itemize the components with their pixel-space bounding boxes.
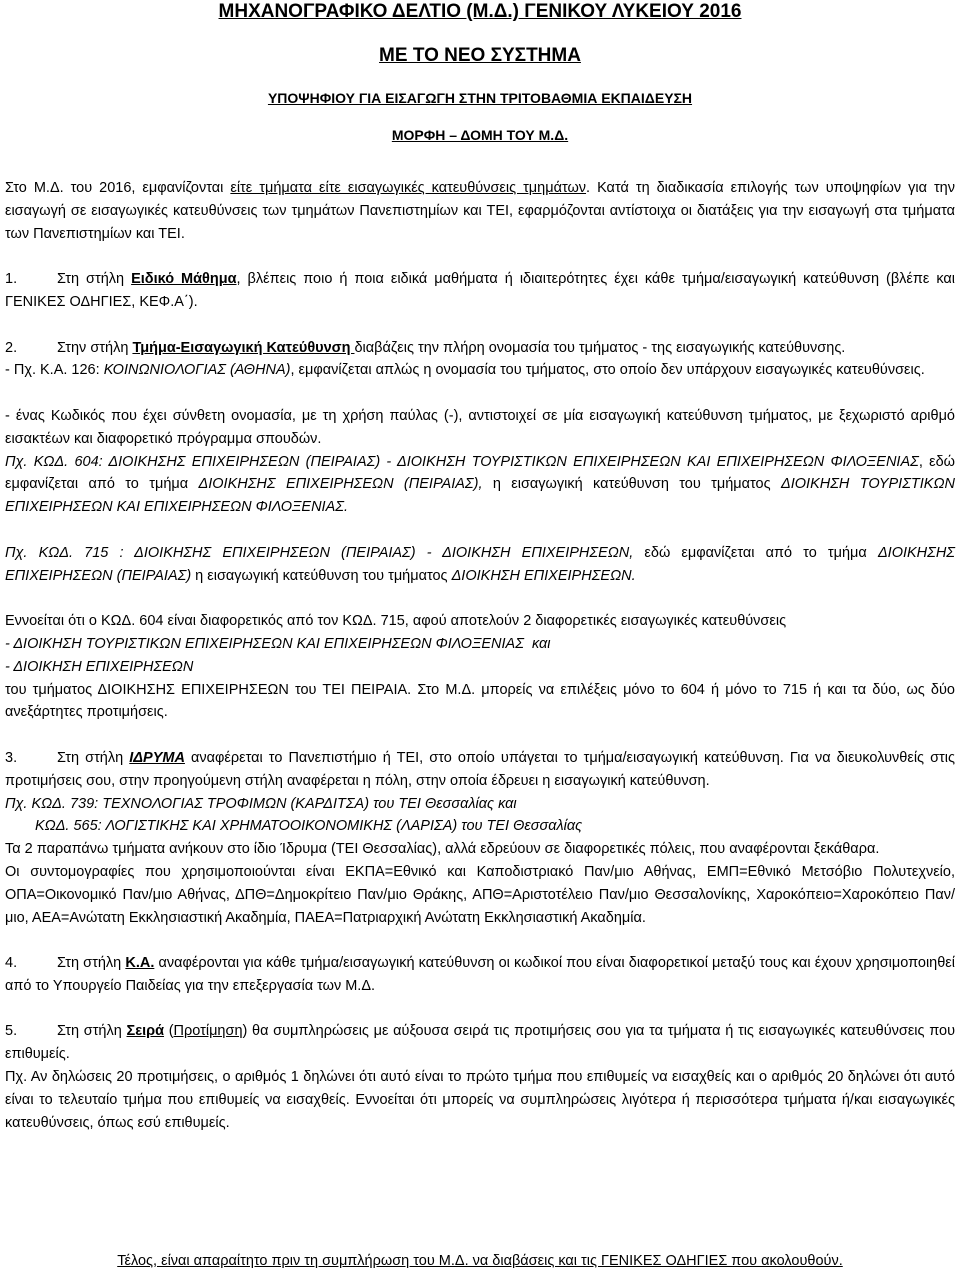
section-3-term: ΙΔΡΥΜΑ xyxy=(129,749,185,766)
intro-paragraph xyxy=(5,177,955,245)
s2-ex3-d: η εισαγωγική κατεύθυνση του τμήματος xyxy=(191,567,452,584)
section-1-term: Ειδικό Μάθημα xyxy=(131,271,237,288)
s2-ex2-c: ΔΙΟΙΚΗΣΗΣ ΕΠΙΧΕΙΡΗΣΕΩΝ (ΠΕΙΡΑΙΑΣ), xyxy=(198,476,483,493)
s2-ex1-b: ΚΟΙΝΩΝΙΟΛΟΓΙΑΣ (ΑΘΗΝΑ) xyxy=(103,362,291,379)
section-5-text-a: Στη στήλη xyxy=(57,1023,127,1040)
section-3 xyxy=(5,747,955,793)
section-2-paragraph-2: - ένας Κωδικός που έχει σύνθετη ονομασία, με τη χρήση παύλας (-), αντιστοιχεί σε μία εισαγωγική κατεύθυνση τμήματος, με ξεχωριστό αριθμό εισακτέων και διαφορετικό πρόγραμμα σπουδών. xyxy=(5,407,955,447)
s2-ex2-e: ΔΙΟΙΚΗΣΗ ΤΟΥΡΙΣΤΙΚΩΝ ΕΠΙΧΕΙΡΗΣΕΩΝ ΚΑΙ ΕΠΙΧΕΙΡΗΣΕΩΝ ΦΙΛΟΞΕΝΙΑΣ. xyxy=(5,476,955,516)
section-5-paragraph-2: Πχ. Αν δηλώσεις 20 προτιμήσεις, ο αριθμός 1 δηλώνει ότι αυτό είναι το πρώτο τμήμα που επιθυμείς να εισαχθείς και ο αριθμός 20 δηλώνει ότι αυτό είναι το τελευταίο τμήμα που επιθυμείς να εισαχθείς. Εννοείται ότι μπορείς να συμπληρώσεις λιγότερα ή περισσότερα τμήματα ή/και εισαγωγικές κατευθύνσεις, όπως εσύ επιθυμείς. xyxy=(5,1069,955,1131)
section-2-note-2 xyxy=(5,633,955,656)
document-title: ΜΗΧΑΝΟΓΡΑΦΙΚΟ ΔΕΛΤΙΟ (Μ.Δ.) ΓΕΝΙΚΟΥ ΛΥΚΕΙΟΥ 2016 xyxy=(218,1,742,22)
section-3-paragraph-2: Τα 2 παραπάνω τμήματα ανήκουν στο ίδιο Ίδρυμα (ΤΕΙ Θεσσαλίας), αλλά εδρεύουν σε διαφορετικές πόλεις, που αναφέρονται ξεκάθαρα. xyxy=(5,841,880,858)
section-3-text-a: Στη στήλη xyxy=(57,749,130,766)
section-1-number: 1. xyxy=(5,271,18,288)
section-1-text-b: , βλέπεις ποιο ή ποια ειδικά μαθήματα ή ιδιαιτερότητες έχει κάθε τμήμα/εισαγωγική κατεύθυνση (βλέπε και ΓΕΝΙΚΕΣ ΟΔΗΓΙΕΣ, ΚΕΦ.Α΄). xyxy=(5,271,955,310)
section-4-term: Κ.Α. xyxy=(125,955,155,972)
section-5-term: Σειρά xyxy=(126,1023,165,1040)
section-5 xyxy=(5,1020,955,1066)
section-4-number: 4. xyxy=(5,955,18,972)
section-5-text-b: ( xyxy=(164,1023,174,1040)
section-2-note-4: του τμήματος ΔΙΟΙΚΗΣΗΣ ΕΠΙΧΕΙΡΗΣΕΩΝ του ΤΕΙ ΠΕΙΡΑΙΑ. Στο Μ.Δ. μπορείς να επιλέξεις μόνο το 604 ή μόνο το 715 ή και τα δύο, ως δύο ανεξάρτητες προτιμήσεις. xyxy=(5,681,955,721)
intro-emphasis: είτε τμήματα είτε εισαγωγικές κατευθύνσεις τμημάτων xyxy=(230,180,587,196)
section-3-number: 3. xyxy=(5,749,18,766)
section-4-text-a: Στη στήλη xyxy=(57,955,126,972)
section-3-paragraph-3: Οι συντομογραφίες που χρησιμοποιούνται είναι ΕΚΠΑ=Εθνικό και Καποδιστριακό Παν/μιο Αθήνας, ΕΜΠ=Εθνικό Μετσόβιο Πολυτεχνείο, ΟΠΑ=Οικονομικό Παν/μιο Αθήνας, ΔΠΘ=Δημοκρίτειο Παν/μιο Θράκης, ΑΠΘ=Αριστοτέλειο Παν/μιο Θεσσαλονίκης, Χαροκόπειο=Χαροκόπειο Παν/μιο, ΑΕΑ=Ανώτατη Εκκλησιαστική Ακαδημία, ΠΑΕΑ=Πατριαρχική Ανώτατη Εκκλησιαστική Ακαδημία. xyxy=(5,863,955,926)
section-3-example-2: ΚΩΔ. 565: ΛΟΓΙΣΤΙΚΗΣ ΚΑΙ ΧΡΗΜΑΤΟΟΙΚΟΝΟΜΙΚΗΣ (ΛΑΡΙΣΑ) του ΤΕΙ Θεσσαλίας xyxy=(35,818,583,835)
intro-text-c: . Κατά τη διαδικασία επιλογής των υποψηφίων για την εισαγωγή σε εισαγωγικές κατευθύνσεις των τμημάτων Πανεπιστημίων και ΤΕΙ, εφαρμόζονται αντίστοιχα οι διατάξεις για την εισαγωγή στα τμήματα των Πανεπιστημίων και ΤΕΙ. xyxy=(5,180,956,242)
s2-ex3-e: ΔΙΟΙΚΗΣΗ ΕΠΙΧΕΙΡΗΣΕΩΝ. xyxy=(451,567,636,584)
s2-ex2-b: , εδώ εμφανίζεται από το τμήμα xyxy=(5,453,956,493)
section-2-note-1: Εννοείται ότι ο ΚΩΔ. 604 είναι διαφορετικός από τον ΚΩΔ. 715, αφού αποτελούν 2 διαφορετικές εισαγωγικές κατευθύνσεις xyxy=(5,613,787,630)
s2-ex3-c: ΔΙΟΙΚΗΣΗΣ ΕΠΙΧΕΙΡΗΣΕΩΝ (ΠΕΙΡΑΙΑΣ) xyxy=(5,544,956,584)
s2-ex3-b: εδώ εμφανίζεται από το τμήμα xyxy=(633,544,878,561)
section-4-text-b: αναφέρονται για κάθε τμήμα/εισαγωγική κατεύθυνση οι κωδικοί που είναι διαφορετικοί μεταξύ τους και έχουν χρησιμοποιηθεί από το Υπουργείο Παιδείας για την επεξεργασία των Μ.Δ. xyxy=(5,955,955,994)
s2-ex2-a: Πχ. ΚΩΔ. 604: ΔΙΟΙΚΗΣΗΣ ΕΠΙΧΕΙΡΗΣΕΩΝ (ΠΕΙΡΑΙΑΣ) - ΔΙΟΙΚΗΣΗ ΤΟΥΡΙΣΤΙΚΩΝ ΕΠΙΧΕΙΡΗΣΕΩΝ ΚΑΙ ΕΠΙΧΕΙΡΗΣΕΩΝ ΦΙΛΟΞΕΝΙΑΣ xyxy=(5,453,919,470)
s2-ex3-a: Πχ. ΚΩΔ. 715 : ΔΙΟΙΚΗΣΗΣ ΕΠΙΧΕΙΡΗΣΕΩΝ (ΠΕΙΡΑΙΑΣ) - ΔΙΟΙΚΗΣΗ ΕΠΙΧΕΙΡΗΣΕΩΝ, xyxy=(5,544,634,561)
document-footer: Τέλος, είναι απαραίτητο πριν τη συμπλήρωση του Μ.Δ. να διαβάσεις και τις ΓΕΝΙΚΕΣ ΟΔΗΓΙΕΣ που ακολουθούν. xyxy=(117,1253,843,1269)
section-2-example-2 xyxy=(5,451,955,519)
document-heading-4: ΜΟΡΦΗ – ΔΟΜΗ ΤΟΥ Μ.Δ. xyxy=(391,127,569,143)
document-heading-3: ΥΠΟΨΗΦΙΟΥ ΓΙΑ ΕΙΣΑΓΩΓΗ ΣΤΗΝ ΤΡΙΤΟΒΑΘΜΙΑ ΕΚΠΑΙΔΕΥΣΗ xyxy=(267,90,693,106)
section-3-text-b: αναφέρεται το Πανεπιστήμιο ή ΤΕΙ, στο οποίο υπάγεται το τμήμα/εισαγωγική κατεύθυνση. Για να διευκολυνθείς στις προτιμήσεις σου, στην προηγούμενη στήλη αναφέρεται η πόλη, στην οποία έδρευει η εισαγωγική κατεύθυνση. xyxy=(5,749,955,789)
section-2-number: 2. xyxy=(5,339,18,356)
s2-ex1-a: - Πχ. Κ.Α. 126: xyxy=(5,362,104,379)
section-2-example-3 xyxy=(5,542,955,588)
document-subtitle: ΜΕ ΤΟ ΝΕΟ ΣΥΣΤΗΜΑ xyxy=(379,45,581,66)
section-4 xyxy=(5,952,955,998)
section-2-example-1 xyxy=(5,359,955,382)
document-body xyxy=(5,177,955,1134)
intro-text-a: Στο Μ.Δ. του 2016, εμφανίζονται xyxy=(5,180,231,196)
section-1 xyxy=(5,268,955,314)
s2-note2-a: - ΔΙΟΙΚΗΣΗ ΤΟΥΡΙΣΤΙΚΩΝ ΕΠΙΧΕΙΡΗΣΕΩΝ ΚΑΙ ΕΠΙΧΕΙΡΗΣΕΩΝ ΦΙΛΟΞΕΝΙΑΣ xyxy=(5,635,524,652)
s2-ex1-c: , εμφανίζεται απλώς η ονομασία του τμήματος, στο οποίο δεν υπάρχουν εισαγωγικές κατευθύνσεις. xyxy=(290,362,925,379)
section-2-note-3: - ΔΙΟΙΚΗΣΗ ΕΠΙΧΕΙΡΗΣΕΩΝ xyxy=(5,658,194,675)
section-5-term-2: Προτίμηση xyxy=(173,1023,243,1040)
section-2 xyxy=(5,337,955,360)
section-1-text-a: Στη στήλη xyxy=(57,271,132,288)
s2-note2-b: και xyxy=(523,635,551,652)
section-5-number: 5. xyxy=(5,1023,18,1040)
s2-ex2-d: η εισαγωγική κατεύθυνση του τμήματος xyxy=(482,476,781,493)
section-2-text-a: Στην στήλη xyxy=(57,339,133,356)
section-3-example-1: Πχ. ΚΩΔ. 739: ΤΕΧΝΟΛΟΓΙΑΣ ΤΡΟΦΙΜΩΝ (ΚΑΡΔΙΤΣΑ) του ΤΕΙ Θεσσαλίας και xyxy=(5,795,517,812)
section-5-text-c: ) θα συμπληρώσεις με αύξουσα σειρά τις προτιμήσεις σου για τα τμήματα ή τις εισαγωγικές κατευθύνσεις που επιθυμείς. xyxy=(5,1023,955,1063)
section-2-text-b: διαβάζεις την πλήρη ονομασία του τμήματος - της εισαγωγικής κατεύθυνσης. xyxy=(354,339,846,356)
section-2-term: Τμήμα-Εισαγωγική Κατεύθυνση xyxy=(132,339,355,356)
